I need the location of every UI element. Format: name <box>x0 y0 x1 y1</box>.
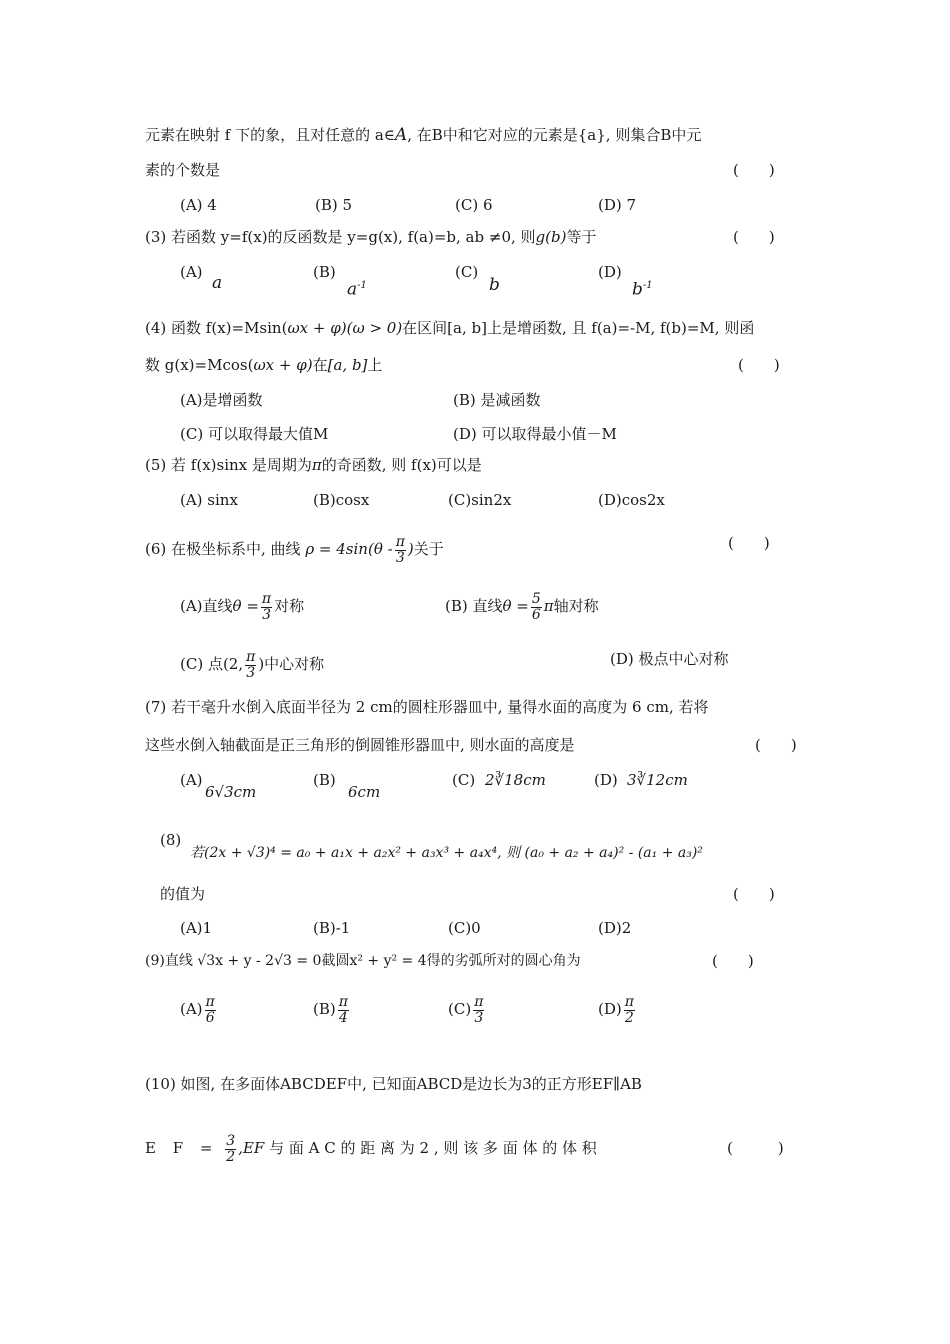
q3-answer-paren: ( ) <box>733 228 775 246</box>
q6-frac-pi-3: $\frac{\pi}{3}$ <box>395 533 405 566</box>
q7-option-a-value: 6√3cm <box>205 783 257 801</box>
q3-option-a-value: a <box>212 273 223 293</box>
q7-stem-line1: (7) 若干毫升水倒入底面半径为 2 cm的圆柱形器皿中, 量得水面的高度为 6 cm, 若将 <box>145 698 709 716</box>
q3-option-c: (C) <box>455 263 479 281</box>
q7-option-d: (D) <box>594 771 618 789</box>
q2-stem-line2: 素的个数是 <box>145 161 221 179</box>
q9-option-a: (A) $\frac{\pi}{6}$ <box>180 993 215 1026</box>
q10-stem-line2: E F = $\frac{3}{2}$ ,EF 与 面 A C 的 距 离 为 2 , 则 该 多 面 体 的 体 积 <box>145 1132 597 1165</box>
q6-stem: (6) 在极坐标系中, 曲线 ρ = 4sin(θ - $\frac{\pi}{3}$ )关于 <box>145 533 444 566</box>
q2-option-d: (D) 7 <box>598 196 637 214</box>
q3-option-b-value: $a^{-1}$ <box>347 279 367 300</box>
q7-option-b: (B) <box>313 771 336 789</box>
q9-c-frac: $\frac{\pi}{3}$ <box>474 993 484 1026</box>
q8-option-a: (A)1 <box>180 919 213 937</box>
q3-stem: (3) 若函数 y=f(x)的反函数是 y=g(x), f(a)=b, ab ≠0, 则g(b)等于 <box>145 228 597 246</box>
q4-stem-line1: (4) 函数 f(x)=Msin(ωx + φ)(ω > 0)在区间[a, b]上是增函数, 且 f(a)=-M, f(b)=M, 则函 <box>145 319 755 337</box>
q9-option-d: (D) $\frac{\pi}{2}$ <box>598 993 634 1026</box>
q8-stem: 若(2x + √3)⁴ = a₀ + a₁x + a₂x² + a₃x³ + a₄x⁴, 则 (a₀ + a₂ + a₄)² - (a₁ + a₃)² <box>190 845 703 861</box>
q8-answer-paren: ( ) <box>733 885 775 903</box>
q5-option-c: (C)sin2x <box>448 491 512 509</box>
q4-option-d: (D) 可以取得最小值－M <box>453 425 617 443</box>
q2-option-c: (C) 6 <box>455 196 493 214</box>
q10-frac-3-2: $\frac{3}{2}$ <box>226 1132 236 1165</box>
q10-stem-line1: (10) 如图, 在多面体ABCDEF中, 已知面ABCD是边长为3的正方形EF∥AB <box>145 1075 642 1093</box>
q8-option-d: (D)2 <box>598 919 632 937</box>
q9-answer-paren: ( ) <box>712 952 754 970</box>
q6-c-frac: $\frac{\pi}{3}$ <box>246 648 256 681</box>
q2-option-a: (A) 4 <box>180 196 217 214</box>
q7-option-c: (C) <box>452 771 476 789</box>
q10-answer-paren: ( ) <box>727 1139 784 1157</box>
q5-option-a: (A) sinx <box>180 491 238 509</box>
q7-option-a: (A) <box>180 771 203 789</box>
q3-option-a: (A) <box>180 263 203 281</box>
q3-option-c-value: b <box>489 275 500 295</box>
q8-option-c: (C)0 <box>448 919 481 937</box>
q8-option-b: (B)-1 <box>313 919 351 937</box>
q8-number: (8) <box>160 831 182 849</box>
q6-answer-paren: ( ) <box>728 534 770 552</box>
q2-stem-line1: 元素在映射 f 下的象，且对任意的 a∈A, 在B中和它对应的元素是{a}, 则集合B中元 <box>145 125 702 145</box>
q7-stem-line2: 这些水倒入轴截面是正三角形的倒圆锥形器皿中, 则水面的高度是 <box>145 736 575 754</box>
q4-option-c: (C) 可以取得最大值M <box>180 425 329 443</box>
q6-a-frac: $\frac{\pi}{3}$ <box>261 590 272 623</box>
q3-option-d: (D) <box>598 263 622 281</box>
q9-d-frac: $\frac{\pi}{2}$ <box>624 993 634 1026</box>
q7-option-d-value: 3∛12cm <box>627 771 688 789</box>
q5-option-d: (D)cos2x <box>598 491 665 509</box>
q3-option-b: (B) <box>313 263 336 281</box>
q4-answer-paren: ( ) <box>738 356 780 374</box>
q7-answer-paren: ( ) <box>755 736 797 754</box>
q8-stem-line2: 的值为 <box>160 885 206 903</box>
q7-option-b-value: 6cm <box>348 783 381 801</box>
q3-option-d-value: $b^{-1}$ <box>632 279 653 300</box>
q9-stem: (9)直线 √3x + y - 2√3 = 0截圆x² + y² = 4得的劣弧所对的圆心角为 <box>145 953 581 969</box>
q5-option-b: (B)cosx <box>313 491 370 509</box>
q9-option-c: (C) $\frac{\pi}{3}$ <box>448 993 484 1026</box>
q6-option-c: (C) 点(2, $\frac{\pi}{3}$ )中心对称 <box>180 648 325 681</box>
q6-option-b: (B) 直线θ = $\frac{5}{6}$ π轴对称 <box>445 590 599 623</box>
q6-option-a: (A)直线θ = $\frac{\pi}{3}$ 对称 <box>180 590 305 623</box>
q2-answer-paren: ( ) <box>733 161 775 179</box>
q5-stem: (5) 若 f(x)sinx 是周期为π的奇函数, 则 f(x)可以是 <box>145 456 482 474</box>
q9-option-b: (B) $\frac{\pi}{4}$ <box>313 993 348 1026</box>
q6-b-frac: $\frac{5}{6}$ <box>531 590 541 623</box>
q7-option-c-value: 2∛18cm <box>485 771 546 789</box>
q4-option-b: (B) 是减函数 <box>453 391 541 409</box>
q6-option-d: (D) 极点中心对称 <box>610 650 729 668</box>
q9-b-frac: $\frac{\pi}{4}$ <box>338 993 348 1026</box>
q4-stem-line2: 数 g(x)=Mcos(ωx + φ)在[a, b]上 <box>145 356 383 374</box>
q9-a-frac: $\frac{\pi}{6}$ <box>205 993 215 1026</box>
q4-option-a: (A)是增函数 <box>180 391 263 409</box>
q2-option-b: (B) 5 <box>315 196 353 214</box>
